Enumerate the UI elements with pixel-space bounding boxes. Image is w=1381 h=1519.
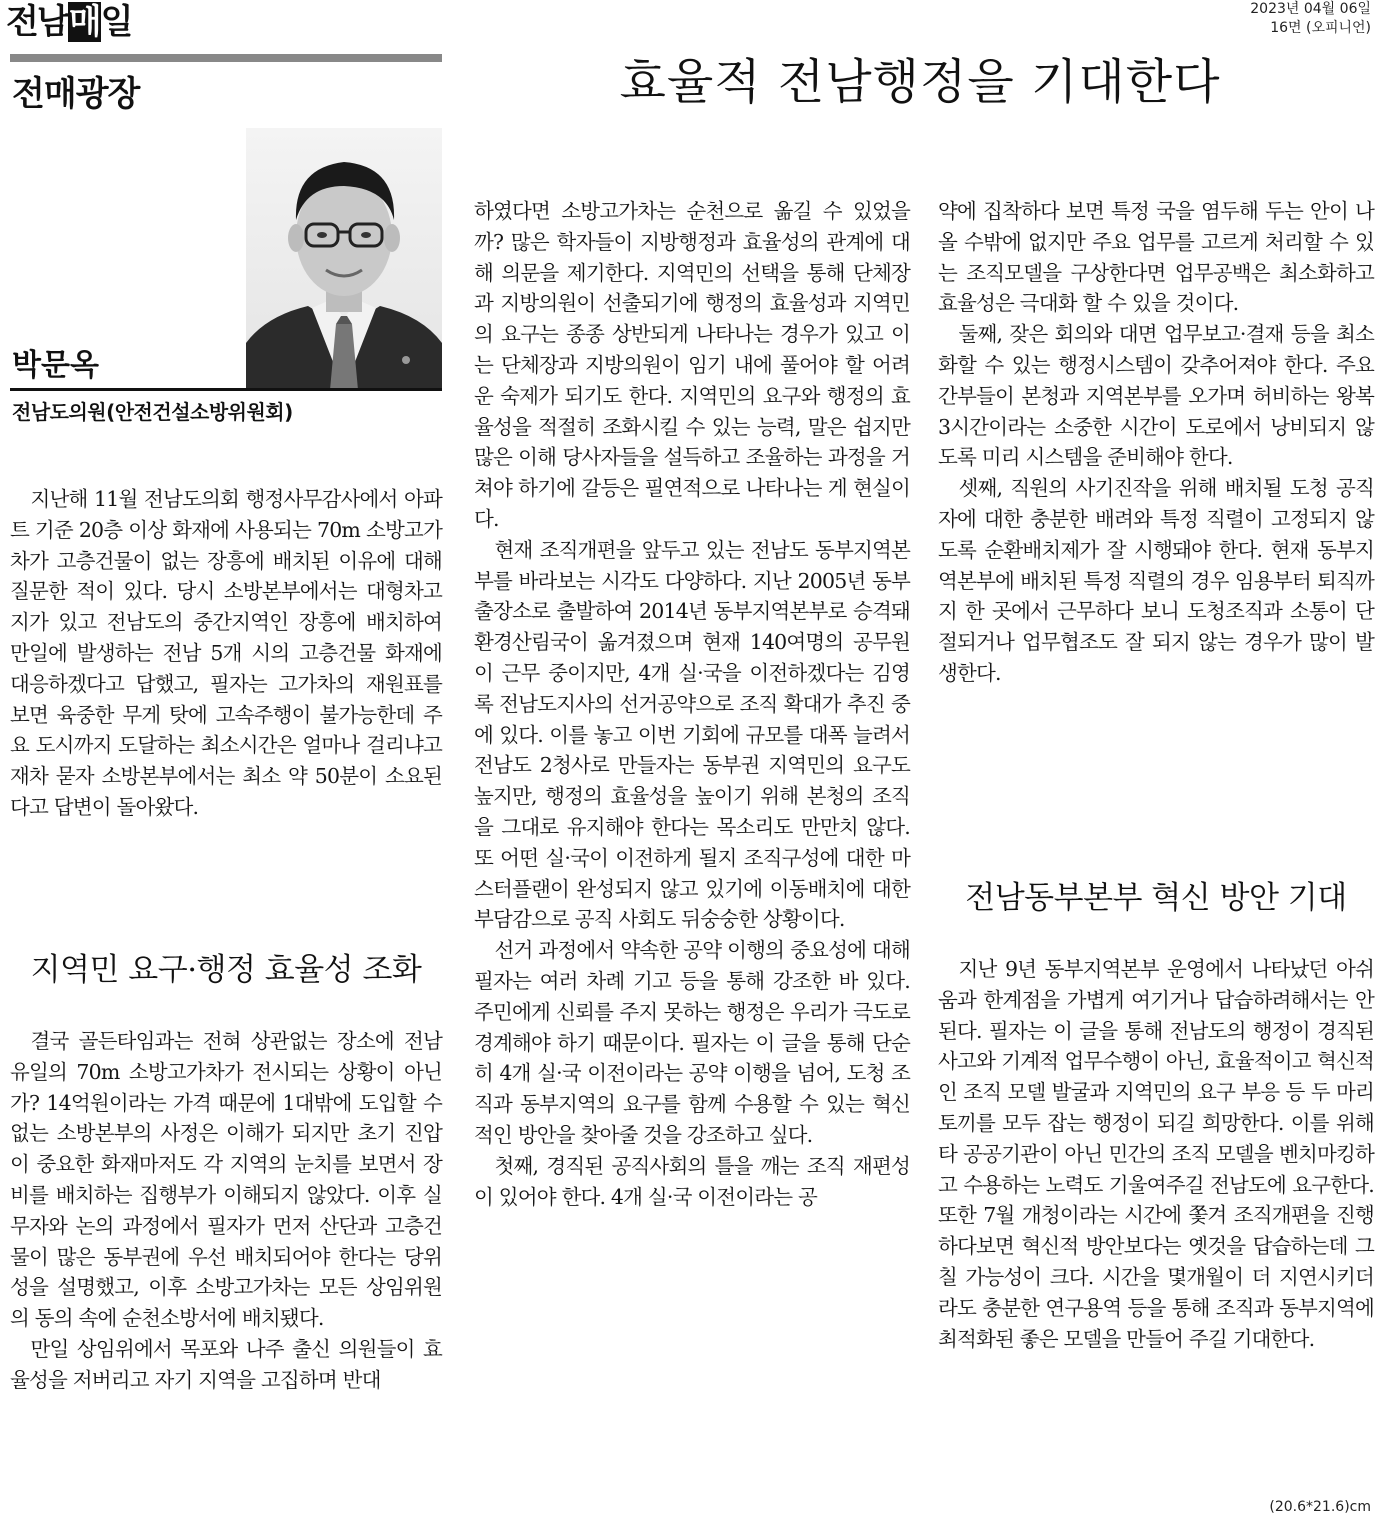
subheading-1: 지역민 요구·행정 효율성 조화 — [30, 952, 422, 988]
paragraph: 하였다면 소방고가차는 순천으로 옮길 수 있었을까? 많은 학자들이 지방행정과 효율성의 관계에 대해 의문을 제기한다. 지역민의 선택을 통해 단체장과 지방의원이 선출되기에 행정의 효율성과 지역민의 요구는 종종 상반되게 나타나는 경우가 있고 이는 단체장과 지방의원이 임기 내에 풀어야 할 어려운 숙제가 되기도 한다. 지역민의 요구와 행정의 효율성을 적절히 조화시킬 수 있는 능력, 말은 쉽지만 많은 이해 당사자들을 설득하고 조율하는 과정을 거쳐야 하기에 갈등은 필연적으로 나타나는 게 현실이다. — [474, 199, 910, 531]
author-title: 전남도의원(안전건설소방위원회) — [12, 400, 293, 424]
issue-page: 16면 (오피니언) — [1270, 20, 1371, 36]
article-size-note: (20.6*21.6)cm — [1269, 1499, 1371, 1515]
section-title: 전매광장 — [12, 74, 140, 114]
paragraph: 첫째, 경직된 공직사회의 틀을 깨는 조직 재편성이 있어야 한다. 4개 실·국 이전이라는 공 — [474, 1153, 910, 1209]
paragraph: 만일 상임위에서 목포와 나주 출신 의원들이 효율성을 저버리고 자기 지역을 고집하며 반대 — [10, 1336, 442, 1392]
article-headline: 효율적 전남행정을 기대한다 — [619, 54, 1221, 110]
author-rule — [10, 388, 442, 391]
issue-date: 2023년 04월 06일 — [1250, 1, 1371, 17]
section-rule — [10, 54, 442, 62]
column-1-body-bottom — [10, 1026, 442, 1396]
author-portrait-icon — [246, 128, 442, 390]
subheading-2: 전남동부본부 혁신 방안 기대 — [965, 880, 1347, 916]
paragraph: 지난 9년 동부지역본부 운영에서 나타났던 아쉬움과 한계점을 가볍게 여기거나 답습하려해서는 안된다. 필자는 이 글을 통해 전남도의 행정이 경직된 사고와 기계적 업무수행이 아닌, 효율적이고 혁신적인 조직 모델 발굴과 지역민의 요구 부응 등 두 마리 토끼를 모두 잡는 행정이 되길 희망한다. 이를 위해 타 공공기관이 아닌 민간의 조직 모델을 벤치마킹하고 수용하는 노력도 기울여주길 전남도에 요구한다. 또한 7월 개청이라는 시간에 쫓겨 조직개편을 진행하다보면 혁신적 방안보다는 옛것을 답습하는데 그칠 가능성이 크다. 시간을 몇개월이 더 지연시키더라도 충분한 연구용역 등을 통해 조직과 동부지역에 최적화된 좋은 모델을 만들어 주길 기대한다. — [938, 957, 1374, 1351]
paragraph: 현재 조직개편을 앞두고 있는 전남도 동부지역본부를 바라보는 시각도 다양하다. 지난 2005년 동부출장소로 출발하여 2014년 동부지역본부로 승격돼 환경산림국이 옮겨졌으며 현재 140여명의 공무원이 근무 중이지만, 4개 실·국을 이전하겠다는 김영록 전남도지사의 선거공약으로 조직 확대가 추진 중에 있다. 이를 놓고 이번 기회에 규모를 대폭 늘려서 전남도 2청사로 만들자는 동부권 지역민의 요구도 높지만, 행정의 효율성을 높이기 위해 본청의 조직을 그대로 유지해야 한다는 목소리도 만만치 않다. 또 어떤 실·국이 이전하게 될지 조직구성에 대한 마스터플랜이 완성되지 않고 있기에 이동배치에 대한 부담감으로 공직 사회도 뒤숭숭한 상황이다. — [474, 537, 910, 932]
paragraph: 셋째, 직원의 사기진작을 위해 배치될 도청 공직자에 대한 충분한 배려와 특정 직렬이 고정되지 않도록 순환배치제가 잘 시행돼야 한다. 현재 동부지역본부에 배치된 특정 직렬의 경우 임용부터 퇴직까지 한 곳에서 근무하다 보니 도청조직과 소통이 단절되거나 업무협조도 잘 되지 않는 경우가 많이 발생한다. — [938, 476, 1374, 685]
paragraph: 약에 집착하다 보면 특정 국을 염두해 두는 안이 나올 수밖에 없지만 주요 업무를 고르게 처리할 수 있는 조직모델을 구상한다면 업무공백은 최소화하고 효율성은 극대화 할 수 있을 것이다. — [938, 199, 1374, 316]
author-name: 박문옥 — [12, 348, 99, 383]
column-3-body-top — [938, 196, 1374, 689]
column-2-body — [474, 196, 910, 1212]
paragraph: 결국 골든타임과는 전혀 상관없는 장소에 전남 유일의 70m 소방고가차가 전시되는 상황이 아닌가? 14억원이라는 가격 때문에 1대밖에 도입할 수 없는 소방본부의 사정은 이해가 되지만 초기 진압이 중요한 화재마저도 각 지역의 눈치를 보면서 장비를 배치하는 집행부가 이해되지 않았다. 이후 실무자와 논의 과정에서 필자가 먼저 산단과 고층건물이 많은 동부권에 우선 배치되어야 한다는 당위성을 설명했고, 이후 소방고가차는 모든 상임위원의 동의 속에 순천소방서에 배치됐다. — [10, 1029, 442, 1331]
author-photo — [246, 128, 442, 390]
paragraph: 지난해 11월 전남도의회 행정사무감사에서 아파트 기준 20층 이상 화재에 사용되는 70m 소방고가차가 고층건물이 없는 장흥에 배치된 이유에 대해 질문한 적이 있다. 당시 소방본부에서는 대형차고지가 있고 전남도의 중간지역인 장흥에 배치하여 만일에 발생하는 전남 5개 시의 고층건물 화재에 대응하겠다고 답했고, 필자는 고가차의 재원표를 보면 육중한 무게 탓에 고속주행이 불가능한데 주요 도시까지 도달하는 최소시간은 얼마나 걸리냐고 재차 묻자 소방본부에서는 최소 약 50분이 소요된다고 답변이 돌아왔다. — [10, 487, 442, 819]
paragraph: 둘째, 잦은 회의와 대면 업무보고·결재 등을 최소화할 수 있는 행정시스템이 갖추어져야 한다. 주요 간부들이 본청과 지역본부를 오가며 허비하는 왕복 3시간이라는 소중한 시간이 도로에서 낭비되지 않도록 미리 시스템을 준비해야 한다. — [938, 322, 1374, 470]
paragraph: 선거 과정에서 약속한 공약 이행의 중요성에 대해 필자는 여러 차례 기고 등을 통해 강조한 바 있다. 주민에게 신뢰를 주지 못하는 행정은 우리가 극도로 경계해야 하기 때문이다. 필자는 이 글을 통해 단순히 4개 실·국 이전이라는 공약 이행을 넘어, 도청 조직과 동부지역의 요구를 함께 수용할 수 있는 혁신적인 방안을 찾아줄 것을 강조하고 싶다. — [474, 938, 910, 1147]
logo-highlight: 매 — [68, 2, 100, 42]
newspaper-logo: 전남매일 — [6, 2, 132, 42]
issue-meta — [1250, 0, 1371, 38]
column-1-body-top — [10, 484, 442, 823]
column-3-body-bottom — [938, 954, 1374, 1354]
